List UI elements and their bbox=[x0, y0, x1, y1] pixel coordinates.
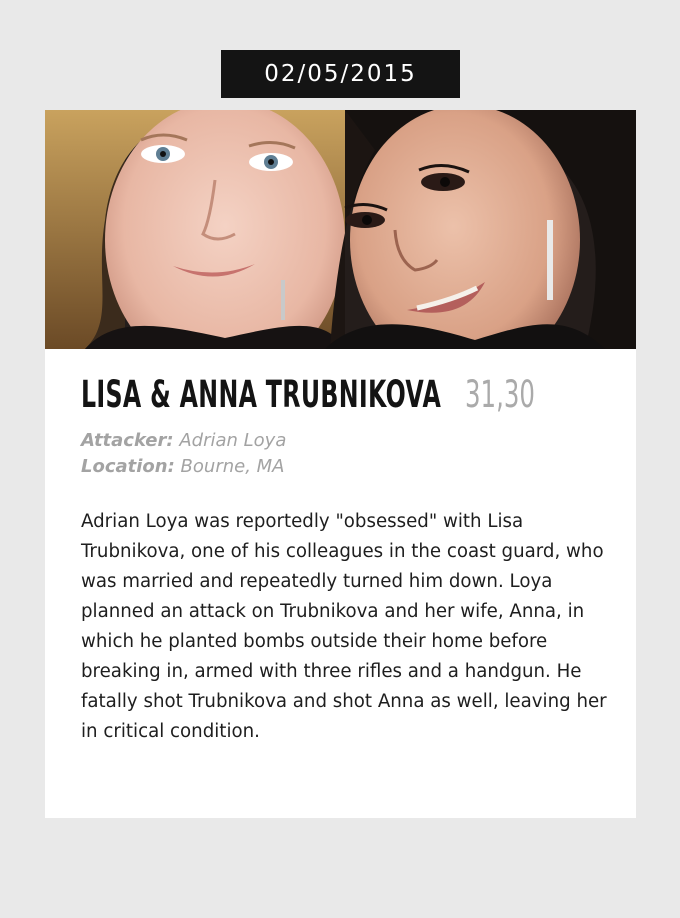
victim-name: LISA & ANNA TRUBNIKOVA bbox=[81, 373, 442, 416]
location-value: Bourne, MA bbox=[180, 456, 285, 477]
incident-description: Adrian Loya was reportedly "obsessed" with Lisa Trubnikova, one of his colleagues in the coast guard, who was married and repeatedly turned him down. Loya planned an attack on Trubnikova and her wife, Anna, in which he planted bombs outside their home before breaking in, armed with three rifles and a handgun. He fatally shot Trubnikova and shot Anna as well, leaving her in critical condition. bbox=[81, 511, 607, 742]
victim-photo bbox=[45, 110, 636, 349]
victim-ages: 31,30 bbox=[465, 373, 535, 416]
photo-illustration bbox=[45, 110, 636, 349]
victim-card bbox=[45, 110, 636, 818]
date-badge: 02/05/2015 bbox=[221, 50, 460, 98]
victim-heading bbox=[81, 373, 661, 416]
location-line bbox=[81, 454, 286, 480]
attacker-value: Adrian Loya bbox=[179, 430, 287, 451]
incident-meta bbox=[81, 428, 286, 480]
attacker-line bbox=[81, 428, 286, 454]
attacker-label: Attacker: bbox=[81, 430, 174, 451]
location-label: Location: bbox=[81, 456, 175, 477]
